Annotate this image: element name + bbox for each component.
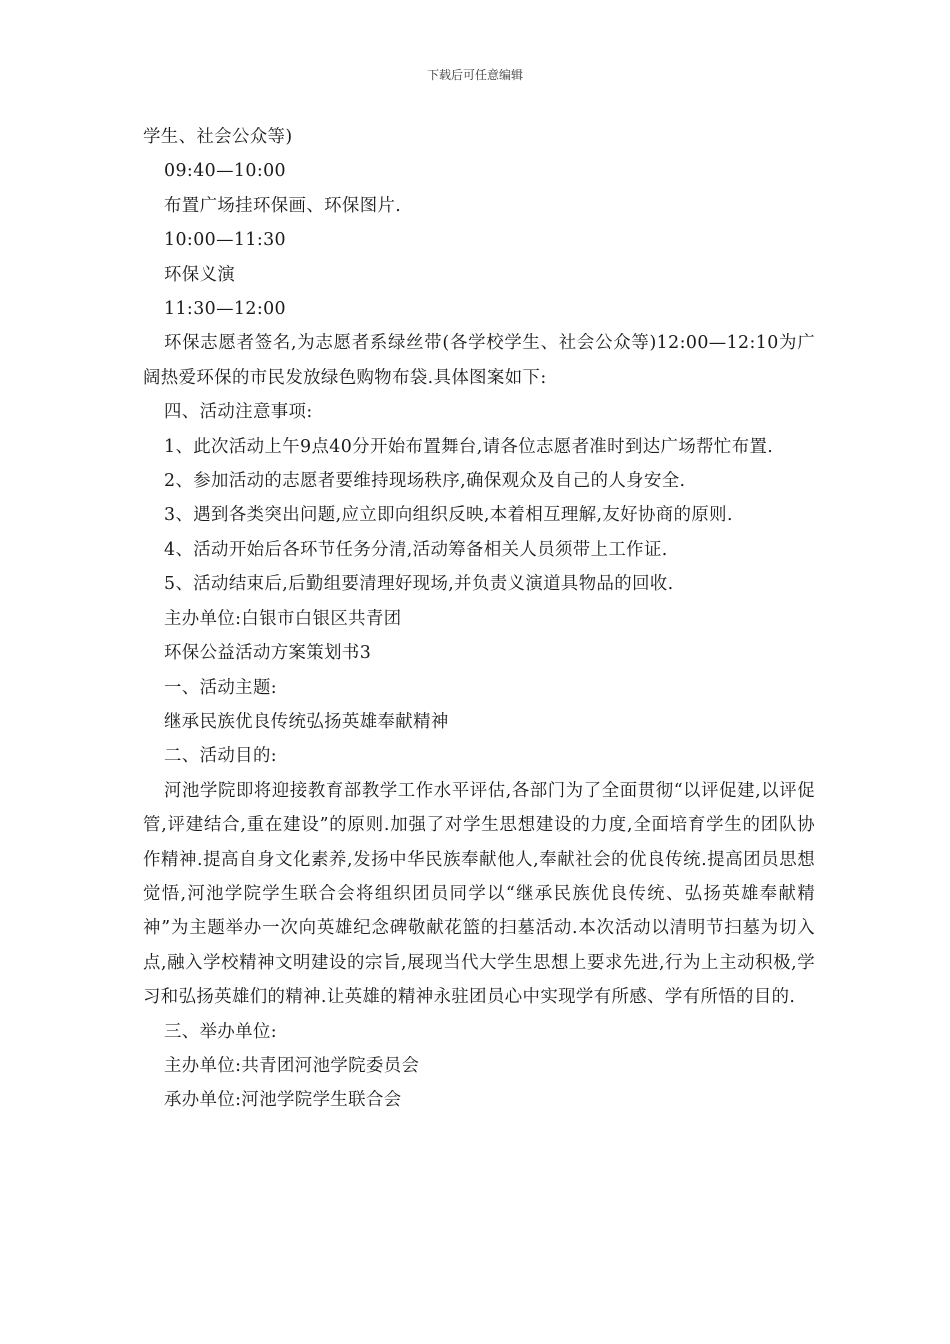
paragraph: 11:30—12:00 xyxy=(164,299,287,320)
paragraph: 承办单位:河池学院学生联合会 xyxy=(164,1090,402,1111)
list-item: 3、遇到各类突出问题,应立即向组织反映,本着相互理解,友好协商的原则. xyxy=(164,505,733,526)
document-body xyxy=(143,120,815,1118)
paragraph: 主办单位:白银市白银区共青团 xyxy=(164,608,402,629)
paragraph: 环保义演 xyxy=(164,264,236,285)
section-heading: 一、活动主题: xyxy=(164,677,278,698)
document-title: 环保公益活动方案策划书3 xyxy=(164,643,372,664)
section-heading: 二、活动目的: xyxy=(164,746,278,767)
section-heading: 三、举办单位: xyxy=(164,1021,278,1042)
paragraph: 河池学院即将迎接教育部教学工作水平评估,各部门为了全面贯彻“以评促建,以评促管,评建结合,重在建设”的原则.加强了对学生思想建设的力度,全面培育学生的团队协作精神.提高自身文化素养,发扬中华民族奉献他人,奉献社会的优良传统.提高团员思想觉悟,河池学院学生联合会将组织团员同学以“继承民族优良传统、弘扬英雄奉献精神”为主题举办一次向英雄纪念碑敬献花篮的扫墓活动.本次活动以清明节扫墓为切入点,融入学校精神文明建设的宗旨,展现当代大学生思想上要求先进,行为上主动积极,学习和弘扬英雄们的精神.让英雄的精神永驻团员心中实现学有所感、学有所悟的目的. xyxy=(143,780,815,1008)
list-item: 5、活动结束后,后勤组要清理好现场,并负责义演道具物品的回收. xyxy=(164,574,674,595)
paragraph: 10:00—11:30 xyxy=(164,230,287,251)
paragraph: 布置广场挂环保画、环保图片. xyxy=(164,195,402,216)
paragraph: 继承民族优良传统弘扬英雄奉献精神 xyxy=(164,711,449,732)
paragraph: 环保志愿者签名,为志愿者系绿丝带(各学校学生、社会公众等)12:00—12:10为广阔热爱环保的市民发放绿色购物布袋.具体图案如下: xyxy=(143,333,815,388)
paragraph: 09:40—10:00 xyxy=(164,161,287,182)
list-item: 4、活动开始后各环节任务分清,活动筹备相关人员须带上工作证. xyxy=(164,539,668,560)
page-header-note: 下载后可任意编辑 xyxy=(426,68,523,82)
list-item: 2、参加活动的志愿者要维持现场秩序,确保观众及自己的人身安全. xyxy=(164,471,686,492)
paragraph: 主办单位:共青团河池学院委员会 xyxy=(164,1055,420,1076)
list-item: 1、此次活动上午9点40分开始布置舞台,请各位志愿者准时到达广场帮忙布置. xyxy=(164,436,774,457)
paragraph: 学生、社会公众等) xyxy=(143,127,293,147)
section-heading: 四、活动注意事项: xyxy=(164,402,313,423)
